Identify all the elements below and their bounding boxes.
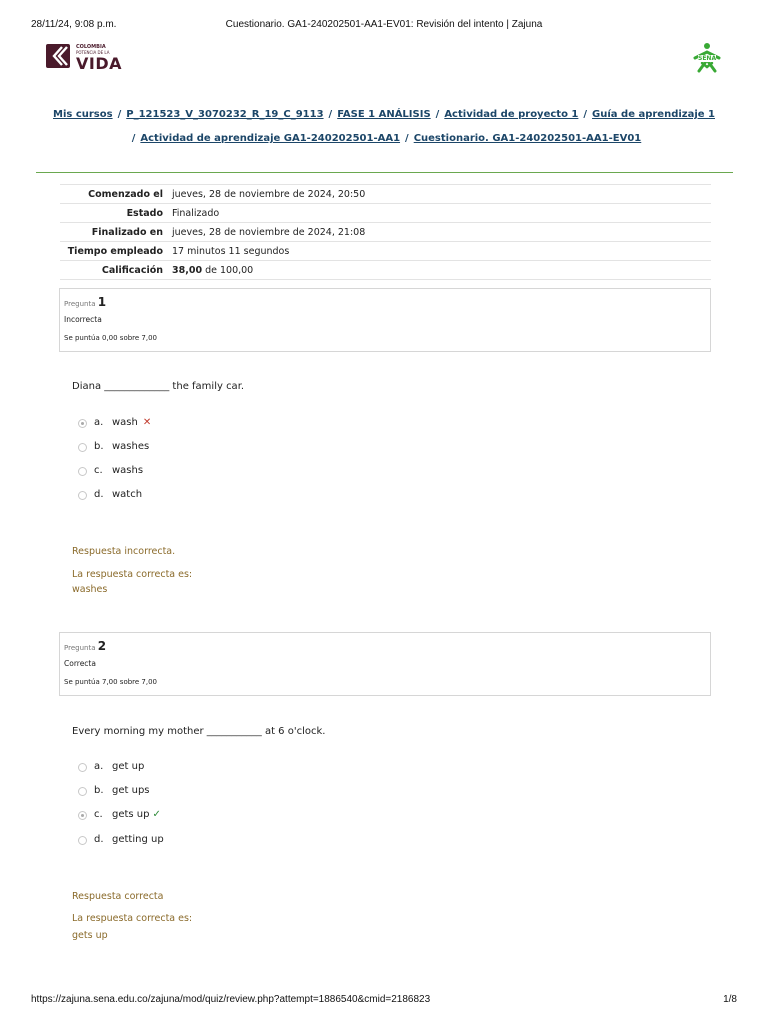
logo-name: VIDA xyxy=(76,54,122,73)
option-text: getting up xyxy=(112,834,164,845)
radio-button[interactable] xyxy=(78,443,87,452)
summary-value: jueves, 28 de noviembre de 2024, 21:08 xyxy=(169,223,711,242)
question-text: Diana _____________ the family car. xyxy=(72,381,245,392)
breadcrumb-mis-cursos[interactable]: Mis cursos xyxy=(53,109,113,120)
colombia-flag-icon xyxy=(46,44,70,68)
summary-value: Finalizado xyxy=(169,204,711,223)
question-state: Correcta xyxy=(64,659,96,668)
question-info-box xyxy=(59,288,711,352)
print-page-number: 1/8 xyxy=(723,994,737,1005)
option-text: get up xyxy=(112,761,145,772)
colombia-logo[interactable] xyxy=(46,42,126,72)
print-page-title: Cuestionario. GA1-240202501-AA1-EV01: Revisión del intento | Zajuna xyxy=(225,19,543,30)
print-header xyxy=(31,19,737,33)
question-prefix: Pregunta xyxy=(64,644,96,652)
question-grade: Se puntúa 7,00 sobre 7,00 xyxy=(64,678,158,686)
summary-value xyxy=(169,261,711,280)
option-letter: c. xyxy=(94,809,103,820)
summary-value: 17 minutos 11 segundos xyxy=(169,242,711,261)
grade-score: 38,00 xyxy=(172,264,203,276)
breadcrumb-actividad-aprendizaje[interactable]: Actividad de aprendizaje GA1-240202501-AA1 xyxy=(140,133,401,144)
summary-label: Estado xyxy=(60,204,169,223)
option-text: washes xyxy=(112,441,150,452)
summary-label: Calificación xyxy=(60,261,169,280)
question-state: Incorrecta xyxy=(64,315,102,324)
summary-row xyxy=(60,185,711,204)
breadcrumb-guia[interactable]: Guía de aprendizaje 1 xyxy=(592,109,715,120)
radio-button[interactable] xyxy=(78,467,87,476)
option-letter: d. xyxy=(94,489,104,500)
option-letter: b. xyxy=(94,785,104,796)
breadcrumb-line-2 xyxy=(30,133,738,144)
radio-button[interactable] xyxy=(78,836,87,845)
breadcrumb xyxy=(30,109,738,120)
question-number-value: 2 xyxy=(97,639,107,653)
radio-button[interactable] xyxy=(78,763,87,772)
breadcrumb-course[interactable]: P_121523_V_3070232_R_19_C_9113 xyxy=(126,109,324,120)
question-info-box xyxy=(59,632,711,696)
radio-button[interactable] xyxy=(78,491,87,500)
right-answer-label: La respuesta correcta es: xyxy=(72,913,193,924)
radio-button[interactable] xyxy=(78,811,87,820)
question-number xyxy=(64,295,106,309)
right-answer-value: washes xyxy=(72,584,108,595)
option-letter: b. xyxy=(94,441,104,452)
summary-row xyxy=(60,204,711,223)
breadcrumb-actividad-proyecto[interactable]: Actividad de proyecto 1 xyxy=(444,109,579,120)
print-datetime: 28/11/24, 9:08 p.m. xyxy=(31,19,117,30)
question-prefix: Pregunta xyxy=(64,300,96,308)
logo-line1: COLOMBIA xyxy=(76,44,106,50)
logo-line2: POTENCIA DE LA xyxy=(76,50,110,55)
correct-check-icon: ✓ xyxy=(152,809,161,820)
option-text: wash xyxy=(112,417,138,428)
breadcrumb-cuestionario[interactable]: Cuestionario. GA1-240202501-AA1-EV01 xyxy=(413,133,642,144)
summary-row xyxy=(60,261,711,280)
question-number xyxy=(64,639,106,653)
feedback-message: Respuesta incorrecta. xyxy=(72,546,176,557)
option-text: watch xyxy=(112,489,143,500)
breadcrumb-separator: / xyxy=(328,109,333,120)
option-letter: c. xyxy=(94,465,103,476)
summary-value: jueves, 28 de noviembre de 2024, 20:50 xyxy=(169,185,711,204)
question-number-value: 1 xyxy=(97,295,107,309)
radio-button[interactable] xyxy=(78,787,87,796)
question-text: Every morning my mother ___________ at 6 o'clock. xyxy=(72,726,326,737)
option-text: get ups xyxy=(112,785,150,796)
feedback-message: Respuesta correcta xyxy=(72,891,164,902)
radio-button[interactable] xyxy=(78,419,87,428)
summary-row xyxy=(60,242,711,261)
breadcrumb-separator: / xyxy=(583,109,588,120)
grade-max: de 100,00 xyxy=(202,264,254,276)
attempt-summary-table xyxy=(60,184,711,280)
option-letter: a. xyxy=(94,417,104,428)
summary-label: Comenzado el xyxy=(60,185,169,204)
sena-label: SENA xyxy=(698,55,717,62)
summary-row xyxy=(60,223,711,242)
option-letter: d. xyxy=(94,834,104,845)
breadcrumb-separator: / xyxy=(405,133,409,144)
right-answer-label: La respuesta correcta es: xyxy=(72,569,193,580)
print-footer xyxy=(31,994,737,1008)
breadcrumb-separator: / xyxy=(131,133,136,144)
print-url: https://zajuna.sena.edu.co/zajuna/mod/quiz/review.php?attempt=1886540&cmid=2186823 xyxy=(31,994,431,1005)
breadcrumb-separator: / xyxy=(117,109,122,120)
summary-label: Tiempo empleado xyxy=(60,242,169,261)
question-grade: Se puntúa 0,00 sobre 7,00 xyxy=(64,334,158,342)
breadcrumb-fase[interactable]: FASE 1 ANÁLISIS xyxy=(337,109,431,120)
right-answer-value: gets up xyxy=(72,930,108,941)
option-text: gets up xyxy=(112,809,150,820)
incorrect-icon: ✕ xyxy=(142,417,152,428)
summary-label: Finalizado en xyxy=(60,223,169,242)
sena-logo[interactable] xyxy=(690,42,724,74)
option-text: washs xyxy=(112,465,144,476)
option-letter: a. xyxy=(94,761,104,772)
header-divider xyxy=(36,172,733,173)
breadcrumb-separator: / xyxy=(435,109,440,120)
